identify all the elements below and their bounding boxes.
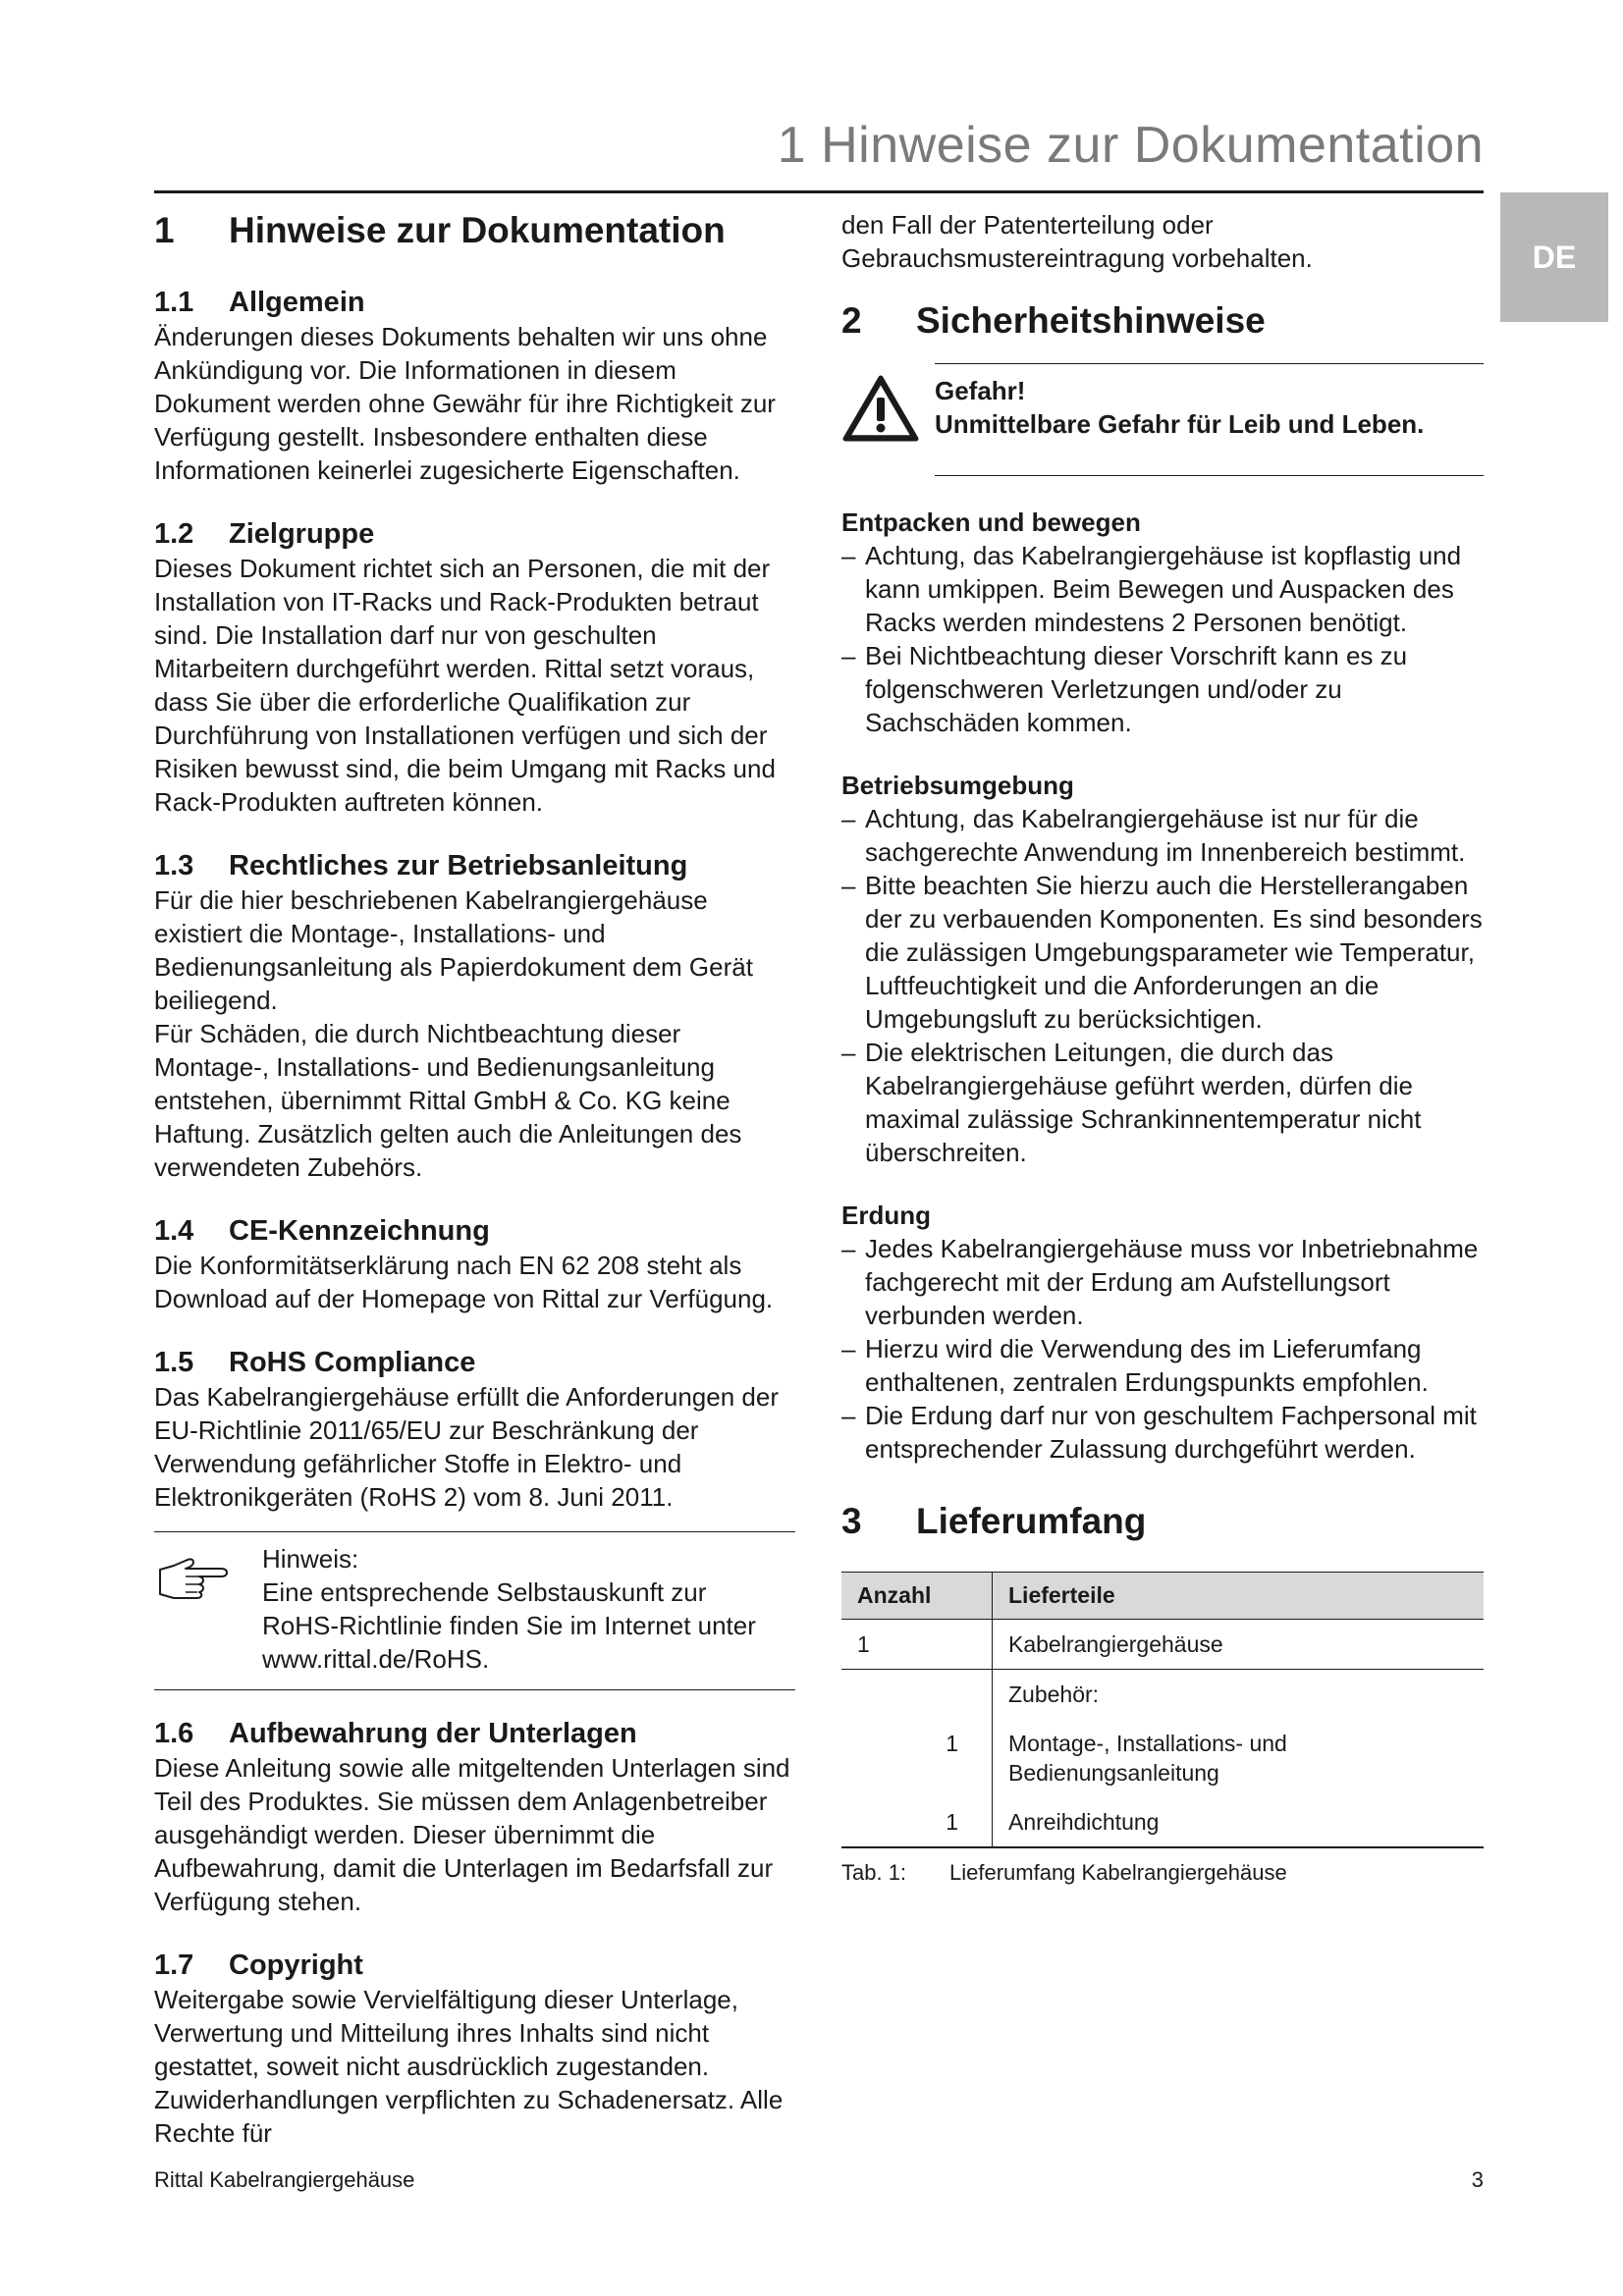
table-row [841, 1797, 1484, 1847]
hazard-description: Unmittelbare Gefahr für Leib und Leben. [935, 409, 1425, 439]
section-1-1-title: Allgemein [229, 287, 365, 318]
list-item: – Achtung, das Kabelrangiergehäuse ist kopflastig und kann umkippen. Beim Bewegen und Auspacken des Racks werden mindestens 2 Personen benötigt. [841, 541, 1462, 637]
table-header-row [841, 1573, 1484, 1620]
environment-heading: Betriebsumgebung [841, 771, 1074, 800]
section-1-1-number: 1.1 [154, 287, 194, 318]
table-row [841, 1670, 1484, 1720]
copyright-continuation: den Fall der Patenterteilung oder Gebrauchsmustereintragung vorbehalten. [841, 210, 1313, 273]
list-item: – Bitte beachten Sie hierzu auch die Herstellerangaben der zu verbauenden Komponenten. Es sind besonders die zulässigen Umgebungsparameter wie Temperatur, Luftfeuchtigkeit und die Anforderungen an die Umgebungsluft zu berücksichtigen. [841, 871, 1483, 1034]
table-row [841, 1719, 1484, 1797]
section-3-title: Lieferumfang [916, 1501, 1147, 1541]
list-item: – Bei Nichtbeachtung dieser Vorschrift kann es zu folgenschweren Verletzungen und/oder zu Sachschäden kommen. [841, 641, 1408, 737]
cell-accessory-label: Zubehör: [1008, 1682, 1100, 1707]
unpack-heading: Entpacken und bewegen [841, 507, 1141, 537]
list-item: – Die elektrischen Leitungen, die durch das Kabelrangiergehäuse geführt werden, dürfen die maximal zulässige Schrankinnentemperatur nicht überschreiten. [841, 1038, 1422, 1167]
section-1-1-heading [154, 285, 795, 320]
hazard-title: Gefahr! [935, 376, 1026, 405]
list-item: – Achtung, das Kabelrangiergehäuse ist nur für die sachgerechte Anwendung im Innenbereich bestimmt. [841, 804, 1466, 867]
cell-item: Anreihdichtung [993, 1797, 1485, 1847]
section-3-heading [841, 1501, 1484, 1542]
section-1-title: Hinweise zur Dokumentation [229, 210, 726, 250]
note-line-2: RoHS-Richtlinie finden Sie im Internet unter [262, 1611, 756, 1640]
column-header-parts: Lieferteile [993, 1573, 1485, 1620]
note-label: Hinweis: [262, 1544, 359, 1574]
cell-quantity: 1 [841, 1719, 993, 1797]
list-item: – Hierzu wird die Verwendung des im Lieferumfang enthaltenen, zentralen Erdungspunkts empfohlen. [841, 1334, 1429, 1397]
section-1-5-number: 1.5 [154, 1347, 194, 1378]
section-1-7-text: Weitergabe sowie Vervielfältigung dieser Unterlage, Verwertung und Mitteilung ihres Inhalts sind nicht gestattet, soweit nicht ausdrücklich zugestanden. Zuwiderhandlungen verpflichten zu Schadenersatz. Alle Rechte für [154, 1985, 784, 2148]
section-1-3-heading [154, 848, 795, 883]
section-2-title: Sicherheitshinweise [916, 300, 1266, 341]
section-1-number: 1 [154, 210, 175, 250]
section-1-3-title: Rechtliches zur Betriebsanleitung [229, 850, 688, 881]
rohs-note-body [262, 1542, 756, 1676]
table-caption-text: Lieferumfang Kabelrangiergehäuse [949, 1860, 1287, 1885]
section-1-7-title: Copyright [229, 1949, 363, 1981]
right-column [841, 196, 1484, 1886]
page-number: 3 [1471, 2167, 1484, 2192]
grounding-heading: Erdung [841, 1201, 931, 1230]
hazard-notice [841, 364, 1484, 448]
section-1-heading [154, 210, 795, 251]
table-caption [841, 1860, 1484, 1886]
cell-quantity: 1 [841, 1797, 993, 1847]
section-1-5-title: RoHS Compliance [229, 1347, 476, 1378]
section-1-6-text: Diese Anleitung sowie alle mitgeltenden Unterlagen sind Teil des Produktes. Sie müssen dem Anlagenbetreiber ausgehändigt werden. Dieser übernimmt die Aufbewahrung, damit die Unterlagen im Bedarfsfall zur Verfügung stehen. [154, 1753, 790, 1916]
hazard-text [935, 374, 1424, 448]
section-1-4-title: CE-Kennzeichnung [229, 1215, 490, 1247]
rohs-note [154, 1531, 795, 1690]
section-1-2-text: Dieses Dokument richtet sich an Personen, die mit der Installation von IT-Racks und Rack-Produkten betraut sind. Die Installation darf nur von geschulten Mitarbeitern durchgeführt werden. Rittal setzt voraus, dass Sie über die erforderliche Qualifikation zur Durchführung von Installationen verfügen und sich der Risiken bewusst sind, die beim Umgang mit Racks und Rack-Produkten auftreten können. [154, 554, 776, 817]
cell-quantity: 1 [841, 1620, 993, 1670]
running-head: 1 Hinweise zur Dokumentation [777, 117, 1484, 174]
section-1-3-text-2: Für Schäden, die durch Nichtbeachtung dieser Montage-, Installations- und Bedienungsanleitung entstehen, übernimmt Rittal GmbH & Co. KG keine Haftung. Zusätzlich gelten auch die Anleitungen des verwendeten Zubehörs. [154, 1019, 742, 1182]
note-line-3: www.rittal.de/RoHS. [262, 1644, 490, 1674]
section-1-5-text: Das Kabelrangiergehäuse erfüllt die Anforderungen der EU-Richtlinie 2011/65/EU zur Beschränkung der Verwendung gefährlicher Stoffe in Elektro- und Elektronikgeräten (RoHS 2) vom 8. Juni 2011. [154, 1382, 779, 1512]
section-1-7-number: 1.7 [154, 1949, 194, 1981]
section-1-4-heading [154, 1213, 795, 1249]
delivery-scope-table [841, 1572, 1484, 1848]
warning-triangle-icon [841, 374, 935, 448]
language-tab: DE [1500, 192, 1608, 322]
cell-item: Montage-, Installations- und Bedienungsanleitung [1008, 1731, 1287, 1786]
section-1-4-text: Die Konformitätserklärung nach EN 62 208 steht als Download auf der Homepage von Rittal zur Verfügung. [154, 1251, 774, 1313]
list-item: – Jedes Kabelrangiergehäuse muss vor Inbetriebnahme fachgerecht mit der Erdung am Aufstellungsort verbunden werden. [841, 1234, 1479, 1330]
section-1-6-heading [154, 1716, 795, 1751]
unpack-list [841, 539, 1484, 739]
section-1-2-title: Zielgruppe [229, 518, 375, 550]
top-rule [154, 190, 1484, 193]
environment-list [841, 802, 1484, 1169]
section-1-7-heading [154, 1948, 795, 1983]
section-3-number: 3 [841, 1501, 862, 1541]
section-1-2-number: 1.2 [154, 518, 194, 550]
section-1-4-number: 1.4 [154, 1215, 194, 1247]
section-2-number: 2 [841, 300, 862, 341]
cell-item: Kabelrangiergehäuse [993, 1620, 1485, 1670]
section-1-6-number: 1.6 [154, 1718, 194, 1749]
section-1-3-number: 1.3 [154, 850, 194, 881]
section-1-1-text: Änderungen dieses Dokuments behalten wir uns ohne Ankündigung vor. Die Informationen in diesem Dokument werden ohne Gewähr für ihre Richtigkeit zur Verfügung gestellt. Insbesondere enthalten diese Informationen keinerlei zugesicherte Eigenschaften. [154, 322, 776, 485]
left-column [154, 196, 795, 2150]
section-1-6-title: Aufbewahrung der Unterlagen [229, 1718, 637, 1749]
table-row [841, 1620, 1484, 1670]
list-item: – Die Erdung darf nur von geschultem Fachpersonal mit entsprechender Zulassung durchgeführt werden. [841, 1401, 1477, 1464]
section-1-3-text-1: Für die hier beschriebenen Kabelrangiergehäuse existiert die Montage-, Installations- und Bedienungsanleitung als Papierdokument dem Gerät beiliegend. [154, 885, 753, 1015]
footer-title: Rittal Kabelrangiergehäuse [154, 2167, 415, 2192]
section-1-2-heading [154, 516, 795, 552]
column-header-quantity: Anzahl [841, 1573, 993, 1620]
note-line-1: Eine entsprechende Selbstauskunft zur [262, 1577, 707, 1607]
table-caption-label: Tab. 1: [841, 1860, 907, 1885]
hazard-bottom-rule [935, 475, 1484, 476]
section-1-5-heading [154, 1345, 795, 1380]
grounding-list [841, 1232, 1484, 1466]
pointing-hand-icon [154, 1542, 262, 1676]
section-2-heading [841, 300, 1484, 342]
